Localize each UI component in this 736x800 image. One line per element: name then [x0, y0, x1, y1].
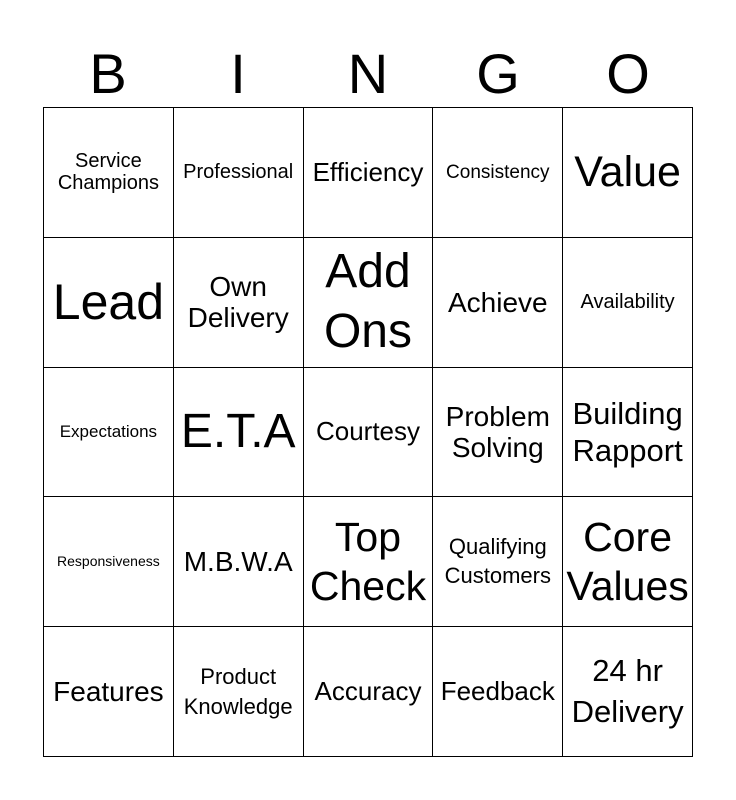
- bingo-cell-r1-c3[interactable]: [304, 108, 434, 238]
- cell-text: Problem Solving: [445, 400, 550, 463]
- cell-text: 24 hr Delivery: [571, 653, 684, 729]
- bingo-cell-r1-c2[interactable]: [174, 108, 304, 238]
- cell-text: Lead: [52, 274, 165, 331]
- cell-text: Qualifying Customers: [444, 534, 551, 588]
- cell-text: Top Check: [309, 513, 427, 609]
- cell-text: E.T.A: [180, 405, 296, 459]
- cell-text: Service Champions: [57, 150, 159, 195]
- cell-text: M.B.W.A: [183, 546, 293, 578]
- bingo-cell-r1-c4[interactable]: [433, 108, 563, 238]
- bingo-header: [43, 40, 693, 108]
- bingo-cell-r4-c1[interactable]: [44, 497, 174, 627]
- bingo-cell-r2-c4[interactable]: [433, 238, 563, 368]
- bingo-cell-r5-c3[interactable]: [304, 627, 434, 757]
- cell-text: Expectations: [59, 422, 158, 442]
- cell-text: Professional: [183, 161, 294, 184]
- cell-text: Consistency: [446, 161, 550, 183]
- header-letter-n: N: [347, 42, 389, 105]
- bingo-cell-r4-c5[interactable]: [563, 497, 693, 627]
- bingo-cell-r4-c4[interactable]: [433, 497, 563, 627]
- cell-text: Efficiency: [312, 156, 424, 187]
- bingo-cell-r4-c3[interactable]: [304, 497, 434, 627]
- header-letter-b: B: [89, 42, 127, 105]
- bingo-cell-r3-c4[interactable]: [433, 368, 563, 498]
- cell-text: Building Rapport: [572, 395, 683, 468]
- header-letter-o: O: [606, 42, 650, 105]
- cell-text: Own Delivery: [187, 270, 289, 334]
- cell-text: Feedback: [440, 676, 555, 707]
- bingo-cell-r5-c5[interactable]: [563, 627, 693, 757]
- bingo-cell-r3-c1[interactable]: [44, 368, 174, 498]
- cell-text: Value: [574, 148, 681, 197]
- bingo-cell-r2-c2[interactable]: [174, 238, 304, 368]
- bingo-cell-r1-c1[interactable]: [44, 108, 174, 238]
- bingo-cell-r1-c5[interactable]: [563, 108, 693, 238]
- bingo-cell-r2-c3[interactable]: [304, 238, 434, 368]
- cell-text: Availability: [580, 291, 675, 313]
- cell-text: Courtesy: [315, 416, 421, 447]
- cell-text: Achieve: [447, 286, 548, 318]
- bingo-cell-r5-c1[interactable]: [44, 627, 174, 757]
- cell-text: Accuracy: [314, 676, 422, 707]
- bingo-cell-r3-c5[interactable]: [563, 368, 693, 498]
- bingo-cell-r5-c2[interactable]: [174, 627, 304, 757]
- cell-text: Add Ons: [323, 245, 412, 359]
- header-letter-i: I: [230, 42, 246, 105]
- header-letter-g: G: [476, 42, 520, 105]
- bingo-cell-r4-c2[interactable]: [174, 497, 304, 627]
- cell-text: Responsiveness: [57, 552, 160, 569]
- bingo-cell-r2-c5[interactable]: [563, 238, 693, 368]
- cell-text: Product Knowledge: [183, 663, 293, 719]
- bingo-cell-r5-c4[interactable]: [433, 627, 563, 757]
- bingo-cell-r3-c2[interactable]: [174, 368, 304, 498]
- bingo-cell-r3-c3[interactable]: [304, 368, 434, 498]
- cell-text: Core Values: [566, 513, 689, 609]
- bingo-cell-r2-c1[interactable]: [44, 238, 174, 368]
- cell-text: Features: [53, 675, 164, 707]
- bingo-board: [43, 107, 693, 757]
